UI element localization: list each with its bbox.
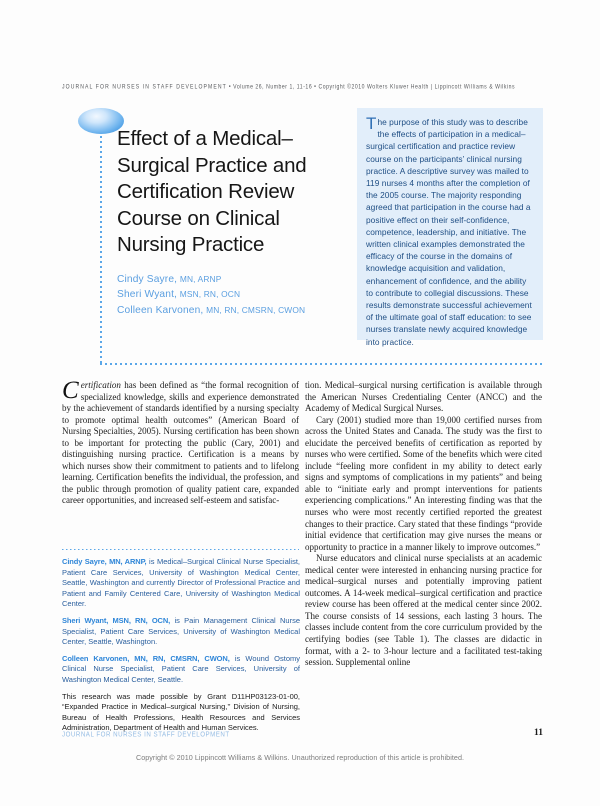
footnote-item [62,654,300,686]
author-credentials: MN, ARNP [179,274,222,284]
author-credentials: MN, RN, CMSRN, CWON [206,304,306,315]
body-paragraph-text: has been defined as “the formal recognition of specialized knowledge, skills and experience demonstrated by the achievement of standards identified by a nursing specialty to promote optimal health outcomes” (American Board of Nursing Specialties, 2005). Nursing certification has been shown to be important for protecting the public (Cary, 2001) and distinguishing nursing practice. Certification is a means by which nurses show their commitment to patients and to lifelong learning. Certification benefits the individual, the profession, and the public through promotion of quality patient care, expanded career opportunities, and increased self-esteem and satisfac- [62,380,299,506]
author-credentials: MSN, RN, OCN [179,289,241,300]
body-drop-cap: C [62,377,79,404]
abstract-panel [357,108,543,347]
author-entry [117,287,357,302]
author-entry [117,272,357,287]
footnote-item [62,616,300,648]
body-column-left [62,377,299,507]
author-name: Colleen Karvonen, [117,304,204,316]
footnote-author-affiliation: is Pain Management Clinical Nurse Specialist, Patient Care Services, University of Washington Medical Center, Seattle, Washington. [62,615,300,647]
footer-journal-name: JOURNAL FOR NURSES IN STAFF DEVELOPMENT [62,731,230,739]
body-paragraph: Nurse educators and clinical nurse specialists at an academic medical center were interested in enhancing nursing practice for medical–surgical nurses and potentially improving patient outcomes. A 14-week medical–surgical certification and practice review course has been offered at the medical center since 2002. The course consists of 14 sessions, each lasting 3 hours. The classes include content from the core curriculum provided by the certifying bodies (see Table 1). The classes are didactic in format, with a 2- to 3-hour lecture and a facilitated test-taking session. Supplemental online [305,553,542,668]
copyright-notice: Copyright © 2010 Lippincott Williams & Wilkins. Unauthorized reproduction of this article is prohibited. [135,753,465,762]
vertical-dotted-rule [100,136,102,364]
author-list [117,272,357,318]
running-head-journal-name: JOURNAL FOR NURSES IN STAFF DEVELOPMENT [62,84,227,92]
footnote-item [62,557,300,610]
footnote-author-affiliation: is Wound Ostomy Clinical Nurse Specialist, Patient Care Services, University of Washington Medical Center, Seattle. [62,653,300,684]
body-paragraph [62,377,299,507]
footnote-author-name: Colleen Karvonen, MN, RN, CMSRN, CWON, [62,653,230,663]
footnote-divider [62,549,299,550]
body-column-right [305,380,542,669]
page-title: Effect of a Medical–Surgical Practice and Certification Review Course on Clinical Nursing Practice [117,127,307,256]
body-paragraph: Cary (2001) studied more than 19,000 certified nurses from across the United States and Canada. The study was the first to elucidate the perceived benefits of certification as reported by nurses who were certified. Some of the benefits which were cited include “feeling more confident in my ability to detect early signs and symptoms of complications in my patients” and being able to “initiate early and prompt interventions for patients experiencing complications.” An interesting finding was that the nurses who were most recently certified reported the greatest changes to their practice. Cary stated that these findings “provide initial evidence that certification may give nurses the means or opportunity to practice in a manner likely to improve outcomes.” [305,414,542,552]
body-lead-word: ertification [80,380,121,390]
abstract-drop-cap: T [366,114,377,133]
author-name: Sheri Wyant, [117,289,178,301]
running-head-citation: • Volume 26, Number 1, 11-16 • Copyright ©2010 Wolters Kluwer Health | Lippincott Williams & Wilkins [228,84,516,92]
footnote-author-affiliation: is Medical–Surgical Clinical Nurse Specialist, Patient Care Services, University of Washington Medical Center, Seattle, Washington and currently Director of Professional Practice and Patient and Family Centered Care, University of Washington Medical Center. [62,557,300,609]
footnote-author-name: Sheri Wyant, MSN, RN, OCN, [62,615,171,625]
author-entry [117,303,357,318]
footnote-author-name: Cindy Sayre, MN, ARNP, [62,557,147,566]
page-number: 11 [534,728,543,738]
abstract-text: he purpose of this study was to describe the effects of participation in a medical–surgical certification and practice review course on the participants’ clinical nursing practice. A descriptive survey was mailed to 119 nurses 4 months after the completion of the 2005 course. The majority responding agreed that participation in the course had a positive effect on their self-confidence, competence, leadership, and initiative. The written clinical examples demonstrated the efficacy of the course in the domains of knowledge acquisition and validation, enhancement of confidence, and the ability to contribute to collegial discussions. These results demonstrate successful achievement of the ultimate goal of staff education: to see nurses translate newly acquired knowledge into practice. [366,117,532,347]
body-paragraph: tion. Medical–surgical nursing certification is available through the American Nurses Credentialing Center (ANCC) and the Academy of Medical Surgical Nurses. [305,380,542,414]
author-name: Cindy Sayre, [117,274,178,285]
horizontal-dotted-rule [100,363,542,365]
grant-note: This research was made possible by Grant D11HP03123-01-00, “Expanded Practice in Medical–surgical Nursing,’’ Division of Nursing, Bureau of Health Professions, Health Resources and Services Administration, Department of Health and Human Services. [62,691,300,733]
footnote-block [62,557,300,740]
running-head [62,84,542,91]
